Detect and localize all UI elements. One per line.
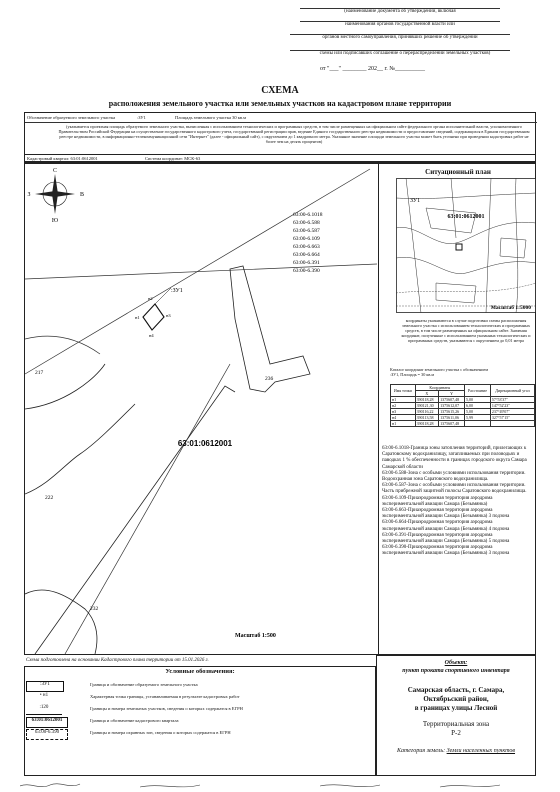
cell: н2 (391, 403, 416, 409)
coord-note: координаты указываются в случае подготовки схемы расположения земельного участка с использованием технологических и программных средств, в том числе размещенных на официальном сайте. Значения координат, полученные с использованием указанных технологических и программных средств, указываются с округлением до 0,01 метра (401, 318, 531, 343)
zone-description: 63:00-6.663-Приаэродромная территория аэродрома экспериментальной авиации Самара (Безымянка) 3 подзона (382, 508, 510, 520)
parcel-number: 236 (265, 376, 274, 382)
parcel-number: 217 (35, 370, 44, 376)
main-map (25, 164, 378, 654)
legend-text: Границы и номера земельных участков, сведения о которых содержатся в ЕГРН (90, 706, 243, 711)
situation-quarter: 63:01:0612001 (447, 214, 485, 220)
zone-description: 63:00-6.587-Зона с особыми условиями использования территории. Часть прибрежной защитной полосы Саратовского водохранилища. (382, 483, 527, 495)
zone-description: 63:00-6.1018-Граница зоны затопления территорий, прилегающих к Саратовскому водохранилищу, затапливаемых при половодьях и паводках 1 % обеспеченности в границах городского округа Самара Самарской области (382, 446, 527, 470)
land-category-label: Категория земель: (396, 748, 446, 754)
situation-plan (396, 178, 536, 313)
parcel-236 (230, 266, 310, 392)
document-title: СХЕМА (261, 85, 299, 96)
situation-zu-label: ЗУ1 (410, 198, 421, 204)
legend-symbol: :120 (26, 705, 62, 715)
zone-description: 63:00-6.391-Приаэродромная территория аэродрома экспериментальной авиации Самара (Безымянка) 5 подзона (382, 532, 510, 545)
cell: 1375611,06 (439, 415, 465, 421)
cell: 390116,22 (415, 409, 439, 415)
col-header: Дирекционный угол (490, 385, 534, 397)
point-label: н4 (149, 333, 154, 338)
col-header: Расстояние (464, 385, 490, 397)
legend-item (26, 692, 348, 704)
object-address-3: в границах улицы Лесной (414, 704, 498, 712)
legend-item (26, 728, 348, 740)
zone-descriptions (382, 446, 534, 558)
table-row (391, 421, 535, 427)
zone-description: 63:00-6.109-Приаэродромная территория аэродрома экспериментальной авиации Самара (Безымянка) (382, 495, 493, 507)
land-category-value: Земли населенных пунктов (446, 748, 516, 754)
zone-code: 63:00-6.1018 (293, 212, 323, 218)
legend-text: Границы и номера охранных зон, сведения о которых содержатся в ЕГРН (90, 730, 231, 735)
zone-description: 63:00-6.390-Приаэродромная территория аэродрома экспериментальной авиации Самара (Безымянка) 3 подзона (382, 545, 510, 557)
signature-scribble (20, 780, 540, 792)
zone-code: 63:00-6.390 (293, 268, 320, 274)
legend-item (26, 680, 348, 692)
area-label: Площадь земельного участка 30 кв.м (175, 115, 246, 120)
quarter-label: Кадастровый квартал: 63:01:0612001 (27, 156, 98, 161)
compass-rose-icon (27, 168, 84, 224)
map-scale: Масштаб 1:500 (235, 633, 276, 639)
legend-item (26, 716, 348, 728)
situation-plan-title: Ситуационный план (425, 168, 491, 176)
coords-table (390, 384, 535, 427)
compass-n: С (52, 168, 58, 174)
cell: 1375612,07 (439, 403, 465, 409)
cell: 390121,30 (415, 403, 439, 409)
quarter-row (24, 154, 536, 163)
cell: 237°49'07" (490, 409, 534, 415)
zone-code: 63:00-6.664 (293, 252, 320, 258)
header-line-1: (наименование документа об утверждении, включая (344, 9, 456, 14)
cell: 57°53'37" (490, 397, 534, 403)
legend-text: Граница и обозначение образуемого земельного участка (90, 682, 198, 687)
col-header: Координаты (415, 385, 464, 391)
cell: 390118,28 (415, 397, 439, 403)
cell: 5,00 (464, 397, 490, 403)
footer-note: Схема подготовлена на основании Кадастрового плана территории от 15.01.2026 г. (26, 658, 209, 663)
zone-description: 63:00-6.588-Зона с особыми условиями использования территории. Водоохранная зона Саратовского водохранилища. (382, 470, 526, 483)
zone-description: 63:00-6.664-Приаэродромная территория аэродрома экспериментальной авиации Самара (Безымянка) 4 подзона (382, 520, 510, 532)
cell: 1375607,48 (439, 421, 465, 427)
territorial-zone-label: Территориальная зона (422, 720, 490, 728)
col-header: X (415, 391, 439, 397)
territorial-zone-value: Р-2 (451, 729, 461, 737)
header-line-2: наименования органов государственной власти или (345, 22, 455, 27)
legend-item (26, 704, 348, 716)
cell: 390118,28 (415, 421, 439, 427)
zone-code: 63:00-6.588 (293, 220, 320, 226)
object-label: Объект: (444, 660, 468, 666)
cell: 1375615,26 (439, 409, 465, 415)
legend-symbol: 63:00-6.390 (26, 729, 68, 740)
area-note: (указывается проектная площадь образуемого земельного участка, вычисленная с использованием технологических и программных средств, в том числе размещенных на официальном сайте федерального органа исполнительной власти, уполномоченного Правительством Российской Федерации на осуществление государственного кадастрового учета, государственной регистрации прав, ведение Единого государственного реестра недвижимости и предоставление сведений, содержащихся в Едином государственном реестре недвижимости, в информационно-телекоммуникационной сети "Интернет" (далее - официальный сайт), с округлением до 1 квадратного метра. Указанное значение площади земельного участка может быть уточнено при проведении кадастровых работ не более чем на десять процентов) (58, 124, 530, 144)
situation-scale: Масштаб 1:5000 (490, 305, 531, 311)
zone-codes (293, 212, 323, 274)
point-label: н3 (166, 313, 171, 318)
cell: 327°57'15" (490, 415, 534, 421)
object-name: пункт проката спортивного инвентаря (402, 668, 510, 674)
compass-e: В (79, 192, 85, 198)
cell (464, 421, 490, 427)
quarter-map-label: 63:01:0612001 (177, 439, 233, 448)
cell: н4 (391, 415, 416, 421)
cell: 390113,58 (415, 415, 439, 421)
cell: н1 (391, 421, 416, 427)
zone-boundaries (25, 169, 377, 654)
land-category (376, 748, 536, 754)
plot-zu1 (135, 288, 183, 338)
legend-text: Характерная точка границы, устанавливаемая в результате кадастровых работ (90, 694, 240, 699)
parcel-boundaries (25, 364, 235, 654)
legend-title: Условные обозначения: (165, 668, 235, 675)
plot-label: :ЗУ1 (171, 288, 183, 294)
cell: н1 (391, 397, 416, 403)
object-address-1: Самарская область, г. Самара, (407, 686, 505, 694)
header-line-3: органов местного самоуправления, принявших решение об утверждении (322, 35, 478, 40)
designation-value: :ЗУ1 (137, 115, 146, 120)
cell: 5,00 (464, 409, 490, 415)
parcel-number: 222 (45, 495, 54, 501)
zone-code: 63:00-6.391 (293, 260, 320, 266)
compass-s: Ю (51, 218, 59, 224)
zone-code: 63:00-6.663 (293, 244, 320, 250)
cell: 5,99 (464, 415, 490, 421)
col-header: Y (439, 391, 465, 397)
legend-symbol-label: н1 (42, 693, 49, 698)
coord-system: Система координат: МСК-63 (145, 156, 201, 161)
designation-label: Обозначение образуемого земельного участка (27, 115, 116, 120)
cell (490, 421, 534, 427)
cell: 147°52'23" (490, 403, 534, 409)
legend-symbol: • н1 (39, 693, 49, 698)
document-subtitle: расположения земельного участка или земельных участков на кадастровом плане территории (108, 99, 452, 108)
header-date-line: от "___" ________ 202__ г. №__________ (320, 66, 425, 72)
point-label: н2 (148, 296, 153, 301)
cell: 6,00 (464, 403, 490, 409)
cell: н3 (391, 409, 416, 415)
legend-symbol: :ЗУ1 (26, 681, 64, 692)
zone-code: 63:00-6.587 (293, 228, 320, 234)
point-label: н1 (135, 315, 140, 320)
zone-code: 63:00-6.109 (293, 236, 320, 242)
col-header: Имя точки (391, 385, 416, 397)
compass-w: З (27, 192, 31, 198)
cell: 1375607,48 (439, 397, 465, 403)
parcel-number: 232 (90, 606, 99, 612)
legend-symbol: 63:01:0612001 (26, 717, 68, 728)
coords-caption: Каталог координат земельного участка с обозначением :ЗУ1, Площадь = 30 кв.м (390, 367, 488, 377)
object-address-2: Октябрьский район, (423, 695, 489, 703)
header-line-4: схемы или подписавших соглашение о перераспределении земельных участков) (319, 51, 491, 56)
legend-text: Граница и обозначение кадастрового квартала (90, 718, 179, 723)
